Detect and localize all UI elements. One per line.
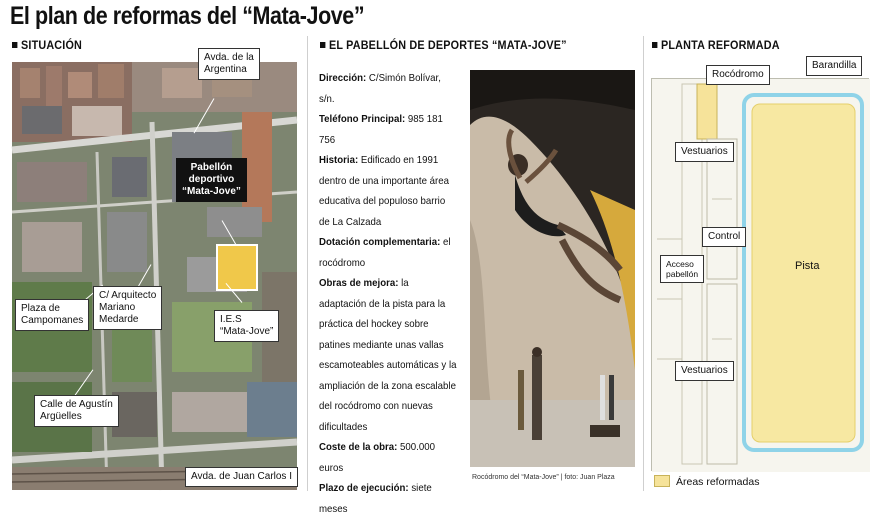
legend-swatch <box>654 475 670 487</box>
info-value: 500.000 euros <box>319 441 435 474</box>
legend-label: Áreas reformadas <box>676 476 760 488</box>
map-label-line: Pabellón <box>190 162 233 173</box>
info-label: Coste de la obra: <box>319 441 398 453</box>
map-label-pabellon <box>176 158 247 202</box>
column-divider <box>643 36 644 491</box>
map-label-line: Avda. de la <box>204 52 254 63</box>
column-divider <box>307 36 308 491</box>
info-value: siete meses <box>319 482 432 515</box>
info-value: C/Simón Bolívar, s/n. <box>319 72 441 105</box>
map-label-avda-argentina <box>198 48 260 80</box>
plan-label-line: Acceso <box>666 259 694 269</box>
aerial-map <box>12 52 297 490</box>
info-item <box>319 68 457 109</box>
info-value: el rocódromo <box>319 236 451 269</box>
map-label-line: Plaza de <box>21 303 60 314</box>
section-heading-planta <box>652 38 780 52</box>
plan-label-rocodromo: Rocódromo <box>706 65 770 85</box>
info-value: 985 181 756 <box>319 113 443 146</box>
map-label-line: Mariano <box>99 302 136 313</box>
info-label: Obras de mejora: <box>319 277 399 289</box>
map-label-juan-carlos: Avda. de Juan Carlos I <box>185 467 298 487</box>
plan-label-vestuarios-top: Vestuarios <box>675 142 734 162</box>
info-label: Teléfono Principal: <box>319 113 406 125</box>
pabellon-info <box>319 68 457 519</box>
map-label-arguelles <box>34 395 119 427</box>
map-label-line: deportivo <box>188 174 235 185</box>
map-label-line: C/ Arquitecto <box>99 290 157 301</box>
map-label-ies <box>214 310 279 342</box>
info-label: Plazo de ejecución: <box>319 482 409 494</box>
map-label-plaza <box>15 299 89 331</box>
plan-label-acceso <box>660 255 704 283</box>
map-label-arquitecto <box>93 286 162 330</box>
bullet-square-icon <box>652 42 657 48</box>
plan-label-vestuarios-bottom: Vestuarios <box>675 361 734 381</box>
bullet-square-icon <box>12 42 17 48</box>
map-label-line: Campomanes <box>21 315 84 326</box>
section-heading-situacion <box>12 38 82 52</box>
map-label-line: Calle de Agustín <box>40 399 113 410</box>
info-item <box>319 150 457 232</box>
section-heading-text: PLANTA REFORMADA <box>661 38 780 52</box>
page-title: El plan de reformas del “Mata-Jove” <box>10 2 365 30</box>
info-label: Dotación complementaria: <box>319 236 441 248</box>
info-label: Dirección: <box>319 72 367 84</box>
photo-caption: Rocódromo del “Mata-Jove” | foto: Juan Plaza <box>472 474 615 481</box>
info-item <box>319 478 457 519</box>
plan-label-barandilla: Barandilla <box>806 56 862 76</box>
map-label-line: Argentina <box>204 64 247 75</box>
map-label-line: “Mata-Jove” <box>220 326 274 337</box>
info-label: Historia: <box>319 154 359 166</box>
map-label-line: Medarde <box>99 314 139 325</box>
section-heading-text: SITUACIÓN <box>21 38 83 52</box>
section-heading-pabellon <box>320 38 567 52</box>
info-item <box>319 437 457 478</box>
info-item <box>319 232 457 273</box>
climbing-wall-photo <box>470 70 635 467</box>
bullet-square-icon <box>320 42 325 48</box>
plan-label-line: pabellón <box>666 269 699 279</box>
map-label-line: I.E.S <box>220 314 242 325</box>
plan-label-pista: Pista <box>795 260 820 272</box>
info-value: Edificado en 1991 dentro de una importante área educativa del populoso barrio de La Calzada <box>319 154 449 228</box>
section-heading-text: EL PABELLÓN DE DEPORTES “MATA-JOVE” <box>329 38 567 52</box>
map-label-line: “Mata-Jove” <box>182 186 241 197</box>
info-item <box>319 109 457 150</box>
plan-label-control: Control <box>702 227 746 247</box>
info-value: la adaptación de la pista para la práctica del hockey sobre patines mediante unas vallas escamoteables automáticas y la ampliación de la zona escalable del rocódromo con nuevas dificultades <box>319 277 457 433</box>
info-item <box>319 273 457 437</box>
map-label-line: Argüelles <box>40 411 82 422</box>
climber-illustration <box>470 70 635 467</box>
